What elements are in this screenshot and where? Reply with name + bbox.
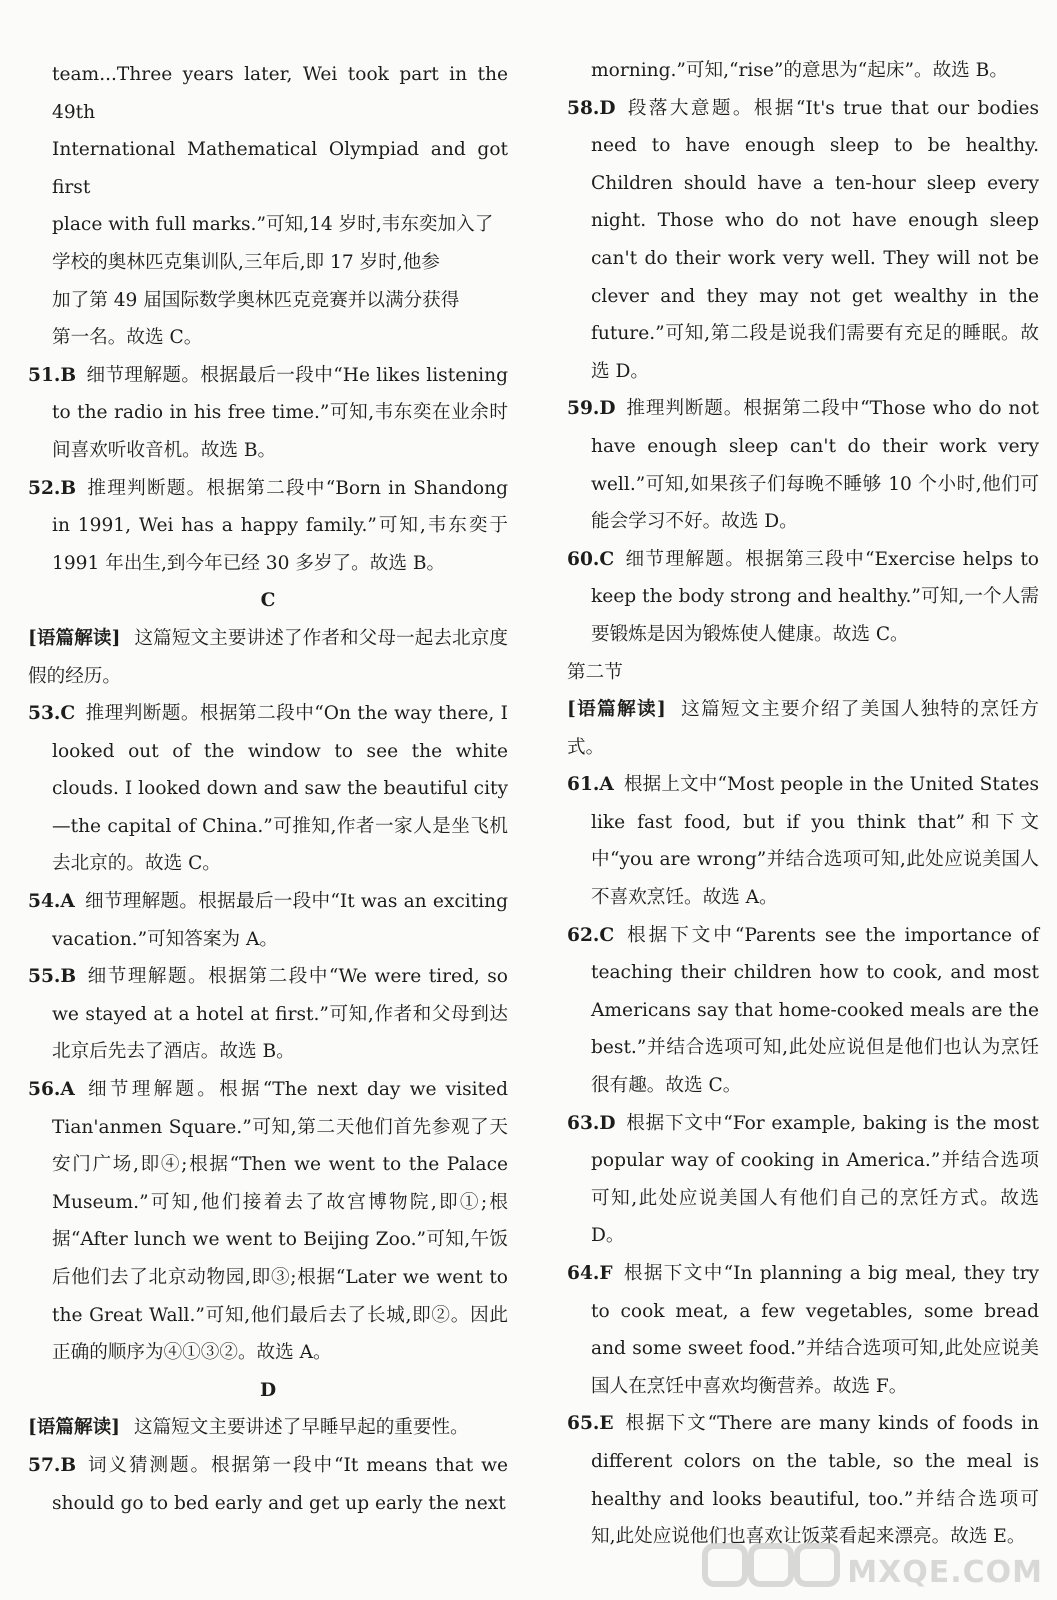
answer-explanation: 推理判断题。根据第二段中“On the way there, I looked out of the window to see the white clouds. I looked down and saw the beautiful city—the capital of China.”可推知,作者一家人是坐飞机去北京的。故选 C。 (52, 703, 508, 875)
summary-tag: [语篇解读] (28, 1417, 120, 1439)
summary-text: 这篇短文主要讲述了作者和父母一起去北京度假的经历。 (28, 627, 508, 687)
answer-item-58 (567, 90, 1039, 391)
section-heading-d: D (259, 1379, 277, 1401)
answer-number: 53.C (28, 703, 76, 725)
text-line: International Mathematical Olympiad and got first (52, 139, 508, 198)
answer-number: 56.A (28, 1079, 75, 1101)
answer-number: 51.B (28, 364, 77, 386)
answer-number: 52.B (28, 477, 77, 499)
answer-number: 59.D (567, 398, 616, 420)
answer-number: 60.C (567, 548, 615, 570)
passage-summary-d (28, 1409, 508, 1447)
watermark-logo-icon (701, 1538, 841, 1590)
answer-explanation: 根据上文中“Most people in the United States like fast food, but if you think that”和下文中“you are wrong”并结合选项可知,此处应说美国人不喜欢烹饪。故选 A。 (591, 774, 1039, 909)
answer-item-65 (567, 1405, 1039, 1555)
answer-item-52 (28, 470, 508, 583)
passage-summary-c (28, 620, 508, 695)
summary-text: 这篇短文主要介绍了美国人独特的烹饪方式。 (567, 699, 1039, 758)
section-heading-c: C (260, 590, 276, 612)
answer-explanation: 推理判断题。根据第二段中“Those who do not have enough sleep can't do their work very well.”可知,如果孩子们每晚不睡够 10 个小时,他们可能会学习不好。故选 D。 (591, 398, 1039, 533)
text-line: team...Three years later, Wei took part in the 49th (52, 64, 508, 123)
text-line: place with full marks.”可知,14 岁时,韦东奕加入了 (52, 214, 494, 236)
passage-summary-part2 (567, 691, 1039, 766)
answer-number: 54.A (28, 891, 75, 913)
answer-item-55 (28, 958, 508, 1071)
summary-tag: [语篇解读] (567, 699, 666, 721)
answer-item-63 (567, 1105, 1039, 1255)
answer-number: 58.D (567, 97, 616, 119)
answer-item-59 (567, 390, 1039, 540)
answer-number: 65.E (567, 1413, 614, 1435)
text-line: 学校的奥林匹克集训队,三年后,即 17 岁时,他参 (52, 251, 440, 273)
answer-item-60 (567, 541, 1039, 654)
answer-explanation: 根据下文中“In planning a big meal, they try to cook meat, a few vegetables, some bread and some sweet food.”并结合选项可知,此处应说美国人在烹饪中喜欢均衡营养。故选 F。 (591, 1263, 1039, 1397)
answer-number: 64.F (567, 1263, 613, 1284)
answer-number: 55.B (28, 966, 77, 988)
answer-item-57 (28, 1447, 508, 1522)
answer-explanation: 根据下文“There are many kinds of foods in different colors on the table, so the meal is healthy and looks beautiful, too.”并结合选项可知,此处应说他们也喜欢让饭菜看起来漂亮。故选 E。 (591, 1413, 1039, 1548)
answer-explanation: 段落大意题。根据“It's true that our bodies need to have enough sleep to be healthy. Children should have a ten-hour sleep every night. Those who do not have enough sleep can't do their work very well. They will not be clever and they may not get wealthy in the future.”可知,第二段是说我们需要有充足的睡眠。故选 D。 (591, 97, 1039, 382)
answer-item-51 (28, 357, 508, 470)
answer-item-62 (567, 917, 1039, 1105)
two-column-layout (28, 52, 1039, 1556)
watermark-text: MXQE.COM (847, 1555, 1043, 1590)
q50-continuation (28, 56, 508, 357)
answer-number: 57.B (28, 1454, 77, 1476)
answer-number: 61.A (567, 774, 614, 796)
answer-explanation: 细节理解题。根据最后一段中“It was an exciting vacation.”可知答案为 A。 (52, 891, 508, 950)
watermark (701, 1538, 1043, 1590)
answer-explanation: 细节理解题。根据最后一段中“He likes listening to the radio in his free time.”可知,韦东奕在业余时间喜欢听收音机。故选 B。 (52, 364, 508, 461)
answer-item-53 (28, 695, 508, 883)
answer-explanation: 推理判断题。根据第二段中“Born in Shandong in 1991, Wei has a happy family.”可知,韦东奕于 1991 年出生,到今年已经 30 多岁了。故选 B。 (52, 477, 508, 574)
answer-item-54 (28, 883, 508, 958)
answer-item-61 (567, 766, 1039, 916)
summary-text: 这篇短文主要讲述了早睡早起的重要性。 (133, 1417, 469, 1439)
answer-explanation: 细节理解题。根据第三段中“Exercise helps to keep the body strong and healthy.”可知,一个人需要锻炼是因为锻炼使人健康。故选 C。 (591, 548, 1039, 645)
q57-continuation: morning.”可知,“rise”的意思为“起床”。故选 B。 (591, 60, 1008, 81)
left-column (28, 52, 508, 1556)
part-heading: 第二节 (567, 661, 623, 683)
answer-number: 62.C (567, 924, 615, 946)
answer-explanation: 根据下文中“Parents see the importance of teaching their children how to cook, and most Americans say that home-cooked meals are the best.”并结合选项可知,此处应说但是他们也认为烹饪很有趣。故选 C。 (591, 924, 1039, 1097)
answer-explanation: 细节理解题。根据“The next day we visited Tian'anmen Square.”可知,第二天他们首先参观了天安门广场,即④;根据“Then we went to the Palace Museum.”可知,他们接着去了故宫博物院,即①;根据“After lunch we went to Beijing Zoo.”可知,午饭后他们去了北京动物园,即③;根据“Later we went to the Great Wall.”可知,他们最后去了长城,即②。因此正确的顺序为④①③②。故选 A。 (52, 1079, 508, 1364)
answer-item-64 (567, 1255, 1039, 1405)
answer-explanation: 词义猜测题。根据第一段中“It means that we should go to bed early and get up early the next (52, 1454, 508, 1514)
answer-explanation: 根据下文中“For example, baking is the most popular way of cooking in America.”并结合选项可知,此处应说美国人有他们自己的烹饪方式。故选 D。 (591, 1112, 1039, 1247)
answer-item-56 (28, 1071, 508, 1372)
answer-explanation: 细节理解题。根据第二段中“We were tired, so we stayed at a hotel at first.”可知,作者和父母到达北京后先去了酒店。故选 B。 (52, 966, 508, 1063)
text-line: 第一名。故选 C。 (52, 327, 203, 349)
summary-tag: [语篇解读] (28, 627, 121, 649)
right-column (567, 52, 1039, 1556)
text-line: 加了第 49 届国际数学奥林匹克竞赛并以满分获得 (52, 289, 460, 311)
answer-number: 63.D (567, 1112, 616, 1134)
